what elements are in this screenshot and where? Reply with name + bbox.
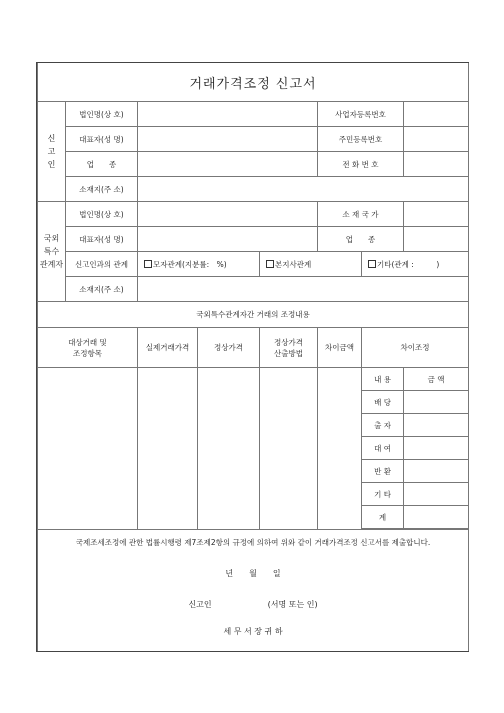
relation-other-option[interactable]	[362, 252, 469, 277]
foreign-business-field[interactable]	[404, 227, 469, 252]
foreign-corp-name-field[interactable]	[138, 202, 318, 227]
relation-branch-text: 본지사관계	[275, 259, 312, 269]
actual-price-field[interactable]	[138, 368, 198, 530]
relation-branch-option[interactable]	[260, 252, 362, 277]
col-target-header	[38, 328, 138, 368]
reporter-resident-reg-field[interactable]	[404, 127, 469, 152]
col-target-text: 대상거래 및 조정항목	[68, 337, 107, 358]
col-method-text: 정상가격 산출방법	[274, 337, 303, 358]
reporter-address-label: 소재지(주 소)	[66, 177, 138, 202]
col-adjust-header: 차이조정	[362, 328, 469, 368]
checkbox-icon[interactable]	[144, 260, 152, 268]
foreign-country-field[interactable]	[404, 202, 469, 227]
reporter-rep-name-label: 대표자(성 명)	[66, 127, 138, 152]
relation-other-text: 기타(관계 : )	[377, 259, 440, 269]
adjustment-section-title: 국외특수관계자간 거래의 조정내용	[38, 302, 469, 328]
foreign-address-label: 소재지(주 소)	[66, 277, 138, 302]
foreign-relation-label: 신고인과의 관계	[66, 252, 138, 277]
sub-amount-header: 금 액	[404, 368, 469, 391]
adjust-row-label: 계	[362, 506, 404, 529]
foreign-corp-name-label: 법인명(상 호)	[66, 202, 138, 227]
checkbox-icon[interactable]	[266, 260, 274, 268]
reporter-business-label: 업 종	[66, 152, 138, 177]
relation-parent-sub-option[interactable]	[138, 252, 260, 277]
reporter-section-text: 신 고 인	[47, 134, 56, 169]
foreign-section-label	[38, 202, 66, 302]
addressee: 세 무 서 장 귀 하	[223, 627, 283, 636]
adjust-row-amount-field[interactable]	[404, 437, 469, 460]
sub-content-header: 내 용	[362, 368, 404, 391]
form-title: 거래가격조정 신고서	[38, 63, 469, 102]
col-method-header	[260, 328, 318, 368]
reporter-rep-name-field[interactable]	[138, 127, 318, 152]
arms-price-field[interactable]	[198, 368, 260, 530]
adjust-row-label: 반 환	[362, 460, 404, 483]
adjust-row-amount-field[interactable]	[404, 506, 469, 529]
target-item-field[interactable]	[38, 368, 138, 530]
reporter-biz-reg-field[interactable]	[404, 102, 469, 127]
foreign-country-label: 소 재 국 가	[318, 202, 404, 227]
adjust-row-label: 출 자	[362, 414, 404, 437]
adjust-row-amount-field[interactable]	[404, 414, 469, 437]
adjust-row-label: 배 당	[362, 391, 404, 414]
foreign-address-field[interactable]	[138, 277, 469, 302]
relation-parent-sub-text: 모자관계(지분률: %)	[153, 259, 227, 269]
reporter-corp-name-field[interactable]	[138, 102, 318, 127]
foreign-section-text: 국외 특수 관계자	[39, 234, 64, 269]
reporter-section-label	[38, 102, 66, 202]
adjust-row-amount-field[interactable]	[404, 460, 469, 483]
reporter-phone-label: 전 화 번 호	[318, 152, 404, 177]
adjust-row-label: 대 여	[362, 437, 404, 460]
col-actual-header: 실제거래가격	[138, 328, 198, 368]
reporter-biz-reg-label: 사업자등록번호	[318, 102, 404, 127]
method-field[interactable]	[260, 368, 318, 530]
date-line[interactable]: 년 월 일	[225, 569, 281, 578]
reporter-address-field[interactable]	[138, 177, 469, 202]
adjust-row-label: 기 타	[362, 483, 404, 506]
col-diff-header: 차이금액	[318, 328, 362, 368]
col-arms-header: 정상가격	[198, 328, 260, 368]
reporter-signature-line[interactable]: 신고인 (서명 또는 인)	[188, 600, 318, 609]
foreign-rep-name-label: 대표자(성 명)	[66, 227, 138, 252]
reporter-phone-field[interactable]	[404, 152, 469, 177]
declaration-text: 국제조세조정에 관한 법률시행령 제7조제2항의 규정에 의하여 위와 같이 거래가격조정 신고서를 제출합니다.	[75, 538, 431, 547]
form-table	[37, 63, 469, 651]
foreign-rep-name-field[interactable]	[138, 227, 318, 252]
reporter-corp-name-label: 법인명(상 호)	[66, 102, 138, 127]
transfer-price-adjustment-form	[36, 62, 469, 652]
checkbox-icon[interactable]	[368, 260, 376, 268]
adjust-row-amount-field[interactable]	[404, 391, 469, 414]
diff-amount-field[interactable]	[318, 368, 362, 530]
foreign-business-label: 업 종	[318, 227, 404, 252]
reporter-business-field[interactable]	[138, 152, 318, 177]
adjust-row-amount-field[interactable]	[404, 483, 469, 506]
declaration-block	[38, 530, 469, 651]
reporter-resident-reg-label: 주민등록번호	[318, 127, 404, 152]
